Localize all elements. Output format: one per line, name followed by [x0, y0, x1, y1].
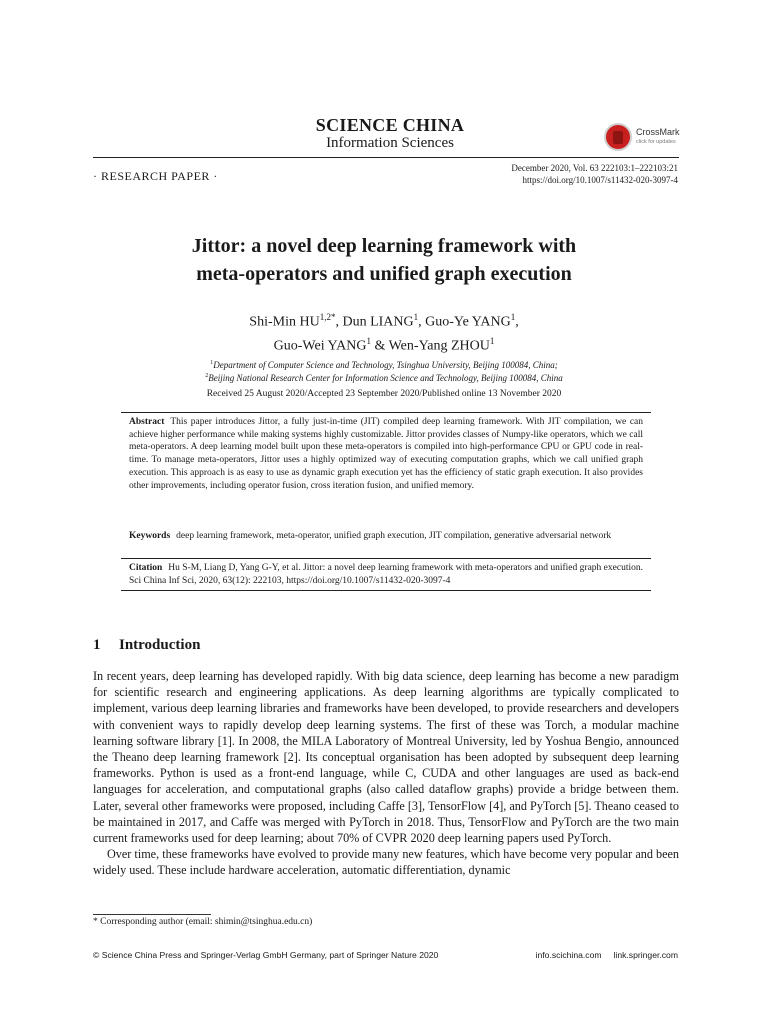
header-rule: [93, 157, 679, 158]
affiliation-mark: 1: [210, 360, 214, 366]
paragraph: Over time, these frameworks have evolved to provide many new features, which have become very popular and been widely used. These include hardware acceleration, automatic differentiation, dynamic: [93, 847, 679, 878]
citation-text: Hu S-M, Liang D, Yang G-Y, et al. Jittor: a novel deep learning framework with meta-operators and unified graph execution. Sci China Inf Sci, 2020, 63(12): 222103, https://doi.org/10.1007/s11432-020-3097-4: [129, 563, 643, 586]
scichina-link[interactable]: info.scichina.com: [535, 950, 602, 960]
keywords-label: Keywords: [129, 531, 171, 541]
keywords-text: deep learning framework, meta-operator, unified graph execution, JIT compilation, generative adversarial network: [176, 531, 612, 541]
author-line-2: [0, 332, 768, 356]
abstract-top-rule: [121, 412, 651, 413]
author-name: Guo-Wei YANG: [273, 338, 367, 354]
author-name: Wen-Yang ZHOU: [388, 338, 490, 354]
section-body: [93, 668, 679, 879]
journal-title: SCIENCE CHINA: [315, 115, 465, 135]
author-separator: ,: [418, 314, 426, 330]
affiliation-text: Department of Computer Science and Technology, Tsinghua University, Beijing 100084, China;: [213, 360, 558, 370]
abstract: [129, 416, 643, 492]
affiliation-mark: 2: [205, 373, 209, 379]
corresponding-author-footnote: * Corresponding author (email: shimin@tsinghua.edu.cn): [93, 917, 313, 927]
crossmark-icon: [604, 123, 632, 151]
citation-bottom-rule: [121, 590, 651, 591]
crossmark-badge[interactable]: [604, 122, 684, 154]
section-heading: [93, 637, 200, 654]
author-name: Shi-Min HU: [249, 314, 320, 330]
author-line-1: [0, 308, 768, 332]
affiliation-line: [0, 358, 768, 371]
author-affiliation-mark: 1: [366, 335, 371, 346]
affiliation-text: Beijing National Research Center for Information Science and Technology, Beijing 100084, China: [208, 373, 563, 383]
section-title: Introduction: [119, 637, 201, 653]
citation-label: Citation: [129, 563, 163, 573]
paragraph: In recent years, deep learning has developed rapidly. With big data science, deep learning has become a new paradigm for scientific research and engineering applications. As deep learning algorithms are typically complicated to implement, various deep learning libraries and frameworks have been developed, to provide researchers and developers with convenient ways to rapidly develop deep learning systems. The first of these was Torch, a modular machine learning software library [1]. In 2008, the MILA Laboratory of Montreal University, led by Yoshua Bengio, announced the Theano deep learning framework [2]. Its conceptual organisation has been adopted by subsequent deep learning frameworks. Python is used as a front-end language, while C, CUDA and other languages are used as back-end languages for acceleration, and computational graphs (also called dataflow graphs) provide a bridge between them. Later, several other frameworks were proposed, including Caffe [3], TensorFlow [4], and PyTorch [5]. Theano ceased to be maintained in 2017, and Caffe was merged with PyTorch in 2018. Thus, TensorFlow and PyTorch are the two main current frameworks used for deep learning; about 70% of CVPR 2020 deep learning papers used PyTorch.: [93, 669, 679, 846]
journal-subtitle: Information Sciences: [326, 135, 454, 151]
crossmark-label: CrossMark: [636, 127, 680, 137]
affiliation-line: [0, 371, 768, 384]
paper-type: · RESEARCH PAPER ·: [93, 169, 218, 183]
author-separator: ,: [515, 314, 519, 330]
keywords: [129, 530, 643, 543]
paper-title: [0, 232, 768, 288]
citation: [129, 562, 643, 587]
author-name: Guo-Ye YANG: [425, 314, 511, 330]
author-affiliation-mark: 1,2*: [319, 312, 336, 322]
author-list: [0, 308, 768, 355]
publication-info: [511, 162, 678, 186]
footnote-rule: [93, 914, 211, 915]
author-affiliation-mark: 1: [510, 312, 516, 322]
copyright-notice: © Science China Press and Springer-Verlag GmbH Germany, part of Springer Nature 2020: [93, 950, 439, 960]
springer-link[interactable]: link.springer.com: [613, 950, 678, 960]
title-line-2: meta-operators and unified graph execution: [196, 263, 572, 285]
author-affiliation-mark: 1: [489, 335, 495, 346]
author-separator: ,: [335, 314, 343, 330]
affiliations: [0, 358, 768, 384]
publication-volume: December 2020, Vol. 63 222103:1–222103:21: [511, 163, 678, 173]
author-name: Dun LIANG: [342, 314, 414, 330]
abstract-label: Abstract: [129, 417, 165, 427]
footer-links: [536, 950, 678, 960]
section-number: 1: [93, 637, 101, 653]
abstract-text: This paper introduces Jittor, a fully just-in-time (JIT) compiled deep learning framework. With JIT compilation, we can achieve higher performance while making systems highly customizable. Jittor provides classes of Numpy-like operators, which we call meta-operators. A deep learning model built upon these meta-operators is compiled into high-performance CPU or GPU code in real-time. To manage meta-operators, Jittor uses a highly optimized way of executing computation graphs, which we call unified graph execution. This approach is as easy to use as dynamic graph execution yet has the efficiency of static graph execution. It also provides other improvements, including operator fusion, cross iteration fusion, and unified memory.: [129, 417, 643, 491]
author-affiliation-mark: 1: [413, 312, 419, 322]
received-dates: Received 25 August 2020/Accepted 23 September 2020/Published online 13 November 2020: [206, 389, 562, 399]
doi-link[interactable]: https://doi.org/10.1007/s11432-020-3097-4: [522, 175, 678, 185]
citation-top-rule: [121, 558, 651, 559]
title-line-1: Jittor: a novel deep learning framework with: [191, 235, 577, 257]
crossmark-sublabel: click for updates: [636, 139, 676, 145]
author-separator: &: [370, 338, 389, 354]
